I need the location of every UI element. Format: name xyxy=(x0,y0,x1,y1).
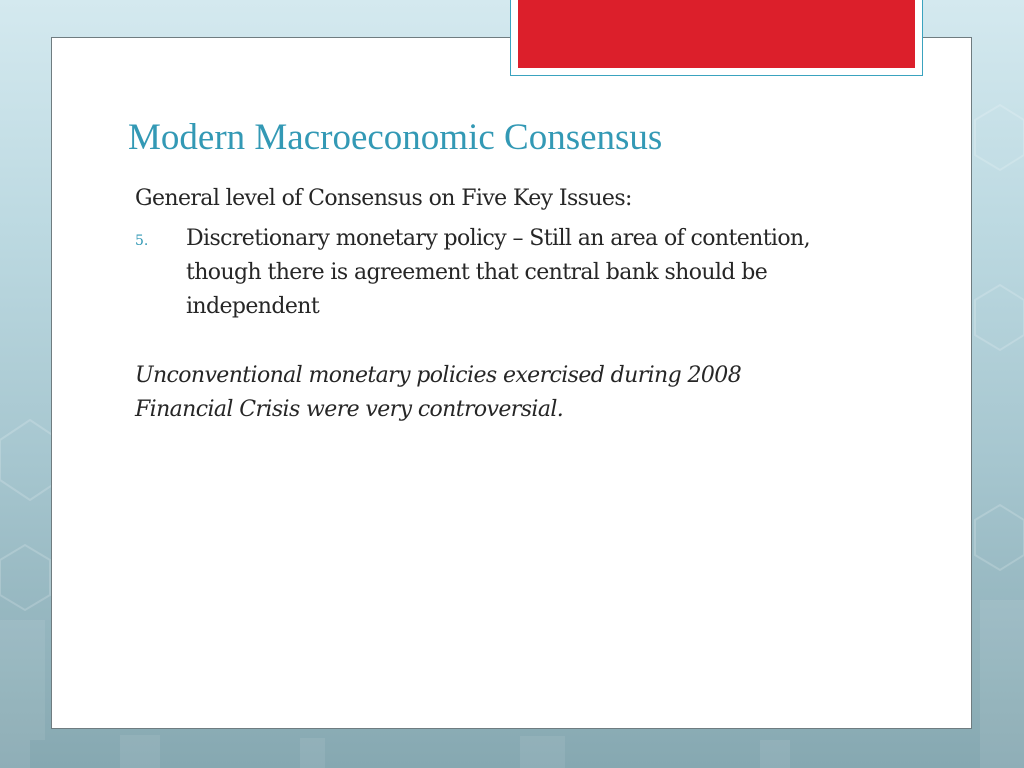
accent-red-block xyxy=(518,0,915,68)
title-accent-tab xyxy=(510,0,923,76)
italic-note: Unconventional monetary policies exercised during 2008 Financial Crisis were very controversial. xyxy=(135,363,742,422)
slide-title: Modern Macroeconomic Consensus xyxy=(128,117,663,158)
slide-body xyxy=(135,182,835,427)
intro-text: General level of Consensus on Five Key Issues: xyxy=(135,186,632,211)
list-item-text: Discretionary monetary policy – Still an area of contention, though there is agreement that central bank should be independent xyxy=(186,226,810,319)
list-item xyxy=(135,222,835,324)
list-item-number: 5. xyxy=(135,233,149,249)
